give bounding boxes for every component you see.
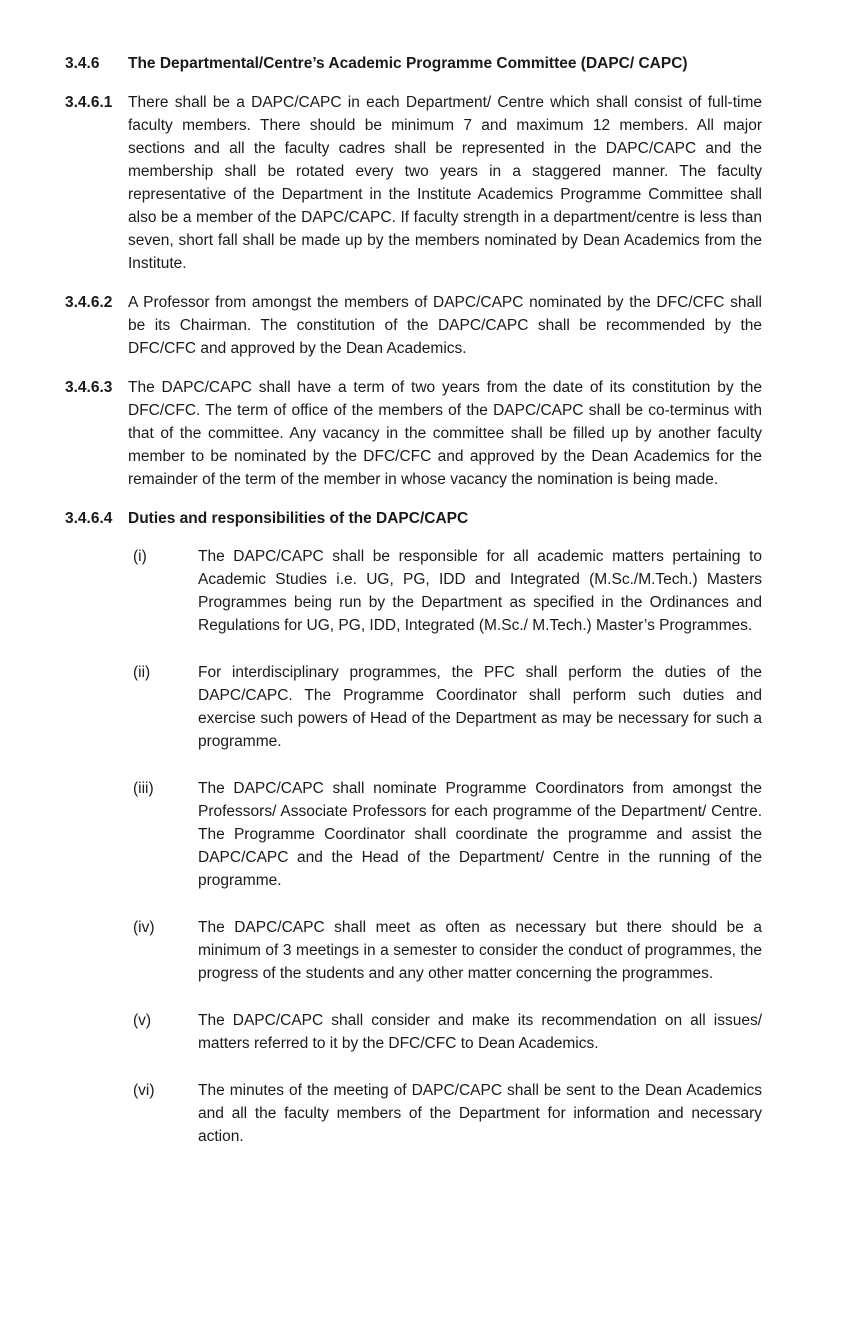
paragraph-number: 3.4.6.1 — [65, 94, 113, 111]
list-item-v — [133, 1009, 762, 1055]
paragraph-number: 3.4.6.2 — [65, 294, 113, 311]
list-item-vi — [133, 1079, 762, 1148]
paragraph-number: 3.4.6.3 — [65, 379, 113, 396]
section-number: 3.4.6.4 — [65, 510, 113, 527]
paragraph-3-4-6-2 — [65, 291, 762, 360]
list-item-text: For interdisciplinary programmes, the PFC shall perform the duties of the DAPC/CAPC. The Programme Coordinator shall perform such duties and exercise such powers of Head of the Department as may be necessary for such a programme. — [198, 664, 762, 750]
list-item-iv — [133, 916, 762, 985]
list-item-label: (ii) — [133, 664, 151, 681]
duties-list — [133, 545, 762, 1148]
duties-title: Duties and responsibilities of the DAPC/CAPC — [128, 510, 469, 527]
list-item-i — [133, 545, 762, 637]
list-item-iii — [133, 777, 762, 892]
section-title: The Departmental/Centre’s Academic Programme Committee (DAPC/ CAPC) — [128, 55, 688, 72]
paragraph-3-4-6-1 — [65, 91, 762, 275]
section-number: 3.4.6 — [65, 55, 100, 72]
list-item-text: The DAPC/CAPC shall be responsible for all academic matters pertaining to Academic Studies i.e. UG, PG, IDD and Integrated (M.Sc./M.Tech.) Masters Programmes being run by the Department as specified in the Ordinances and Regulations for UG, PG, IDD, Integrated (M.Sc./ M.Tech.) Master’s Programmes. — [198, 548, 762, 634]
list-item-text: The DAPC/CAPC shall meet as often as necessary but there should be a minimum of 3 meetings in a semester to consider the conduct of programmes, the progress of the students and any other matter concerning the programmes. — [198, 919, 762, 982]
paragraph-3-4-6-3 — [65, 376, 762, 491]
section-3-4-6 — [65, 52, 762, 75]
list-item-ii — [133, 661, 762, 753]
list-item-label: (v) — [133, 1012, 152, 1029]
list-item-label: (vi) — [133, 1082, 155, 1099]
list-item-text: The DAPC/CAPC shall consider and make its recommendation on all issues/ matters referred to it by the DFC/CFC to Dean Academics. — [198, 1012, 762, 1052]
paragraph-text: A Professor from amongst the members of DAPC/CAPC nominated by the DFC/CFC shall be its Chairman. The constitution of the DAPC/CAPC shall be recommended by the DFC/CFC and approved by the Dean Academics. — [128, 294, 762, 357]
paragraph-text: The DAPC/CAPC shall have a term of two years from the date of its constitution by the DFC/CFC. The term of office of the members of the DAPC/CAPC shall be co-terminus with that of the committee. Any vacancy in the committee shall be filled up by another faculty member to be nominated by the DFC/CFC and approved by the Dean Academics for the remainder of the term of the member in whose vacancy the nomination is being made. — [128, 379, 762, 488]
list-item-label: (i) — [133, 548, 147, 565]
list-item-text: The DAPC/CAPC shall nominate Programme Coordinators from amongst the Professors/ Associate Professors for each programme of the Department/ Centre. The Programme Coordinator shall coordinate the programme and assist the DAPC/CAPC and the Head of the Department/ Centre in the running of the programme. — [198, 780, 762, 889]
list-item-label: (iv) — [133, 919, 155, 936]
paragraph-text: There shall be a DAPC/CAPC in each Department/ Centre which shall consist of full-time faculty members. There should be minimum 7 and maximum 12 members. All major sections and all the faculty cadres shall be represented in the DAPC/CAPC and the membership shall be rotated every two years in a staggered manner. The faculty representative of the Department in the Institute Academics Programme Committee shall also be a member of the DAPC/CAPC. If faculty strength in a department/centre is less than seven, short fall shall be made up by the members nominated by Dean Academics from the Institute. — [128, 94, 762, 272]
list-item-label: (iii) — [133, 780, 154, 797]
list-item-text: The minutes of the meeting of DAPC/CAPC shall be sent to the Dean Academics and all the faculty members of the Department for information and necessary action. — [198, 1082, 762, 1145]
section-3-4-6-4 — [65, 507, 762, 1172]
